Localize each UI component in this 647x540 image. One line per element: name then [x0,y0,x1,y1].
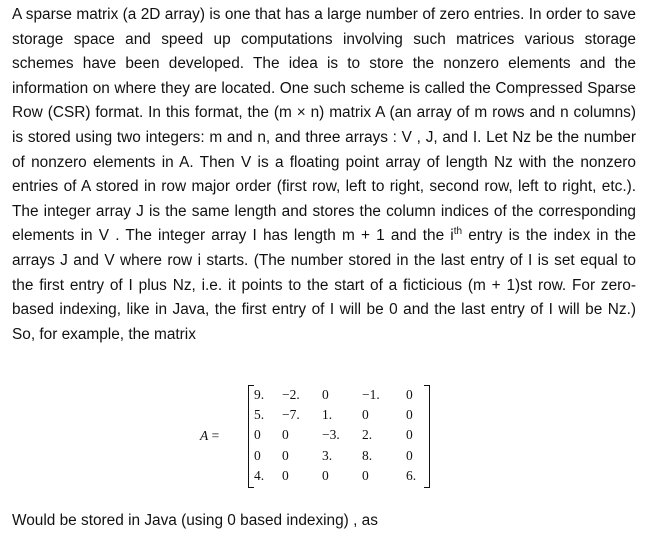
java-storage-intro: Would be stored in Java (using 0 based indexing) , as [12,512,378,529]
matrix-cell: 0 [322,387,329,402]
matrix-cell: 8. [362,447,373,463]
matrix-cell: −2. [282,387,300,402]
matrix-row [252,425,426,445]
document-body [12,3,636,347]
matrix-row [252,405,426,425]
matrix-cell: 5. [254,407,265,423]
matrix-row [252,385,426,405]
matrix-cell: 0 [406,407,413,423]
matrix-cell: 0 [254,447,261,463]
matrix-cell: 0 [322,467,329,483]
matrix-cell: 0 [406,387,413,402]
paragraph-text-part1: A sparse matrix (a 2D array) is one that has a large number of zero entries. In order to save storage space and speed up computations involving such matrices various storage schemes have been developed. The idea is to store the nonzero elements and the information on where they are located. One such scheme is called the Compressed Sparse Row (CSR) format. In this format, the (m × n) matrix A (an array of m rows and n columns) is stored using two integers: m and n, and three arrays : V , J, and I. Let Nz be the number of nonzero elements in A. Then V is a floating point array of length Nz with the nonzero entries of A stored in row major order (first row, left to right, second row, left to right, etc.). The integer array J is the same length and stores the column indices of the corresponding elements in V . The integer array I has length m + 1 and the i [12,6,636,245]
matrix-cell: −7. [282,407,300,423]
matrix-cell: −3. [322,427,340,443]
right-bracket [424,385,430,488]
matrix-cell: 0 [282,447,289,463]
matrix-cell: 0 [406,427,413,443]
matrix-cell: 1. [322,407,333,423]
matrix-cell: 0 [282,427,289,443]
matrix-cell: 0 [406,447,413,463]
matrix-variable: A [200,428,209,443]
matrix-cell: 6. [406,467,417,483]
matrix-label [200,427,248,445]
matrix-row [252,466,426,486]
matrix-equation [200,383,440,489]
matrix-cell: 2. [362,427,373,443]
matrix-cell: 4. [254,467,265,483]
matrix-cell: 0 [362,467,369,483]
matrix-cell: 9. [254,387,265,402]
matrix-row [252,446,426,466]
matrix-cell: 0 [362,407,369,423]
matrix-cell: 3. [322,447,333,463]
paragraph-text-part2: entry is the index in the arrays J and V where row i starts. (The number stored in the last entry of I is set equal to the first entry of I plus Nz, i.e. it points to the start of a ficticious (m + 1)st row. For zero-based indexing, like in Java, the first entry of I will be 0 and the last entry of I will be Nz.) So, for example, the matrix [12,227,636,343]
matrix-cell: −1. [362,387,380,402]
matrix-cell: 0 [254,427,261,443]
ordinal-superscript: th [453,226,463,238]
equals-sign: = [208,428,220,443]
csr-description-paragraph [12,3,636,347]
matrix-cell: 0 [282,467,289,483]
matrix-table [252,385,426,486]
